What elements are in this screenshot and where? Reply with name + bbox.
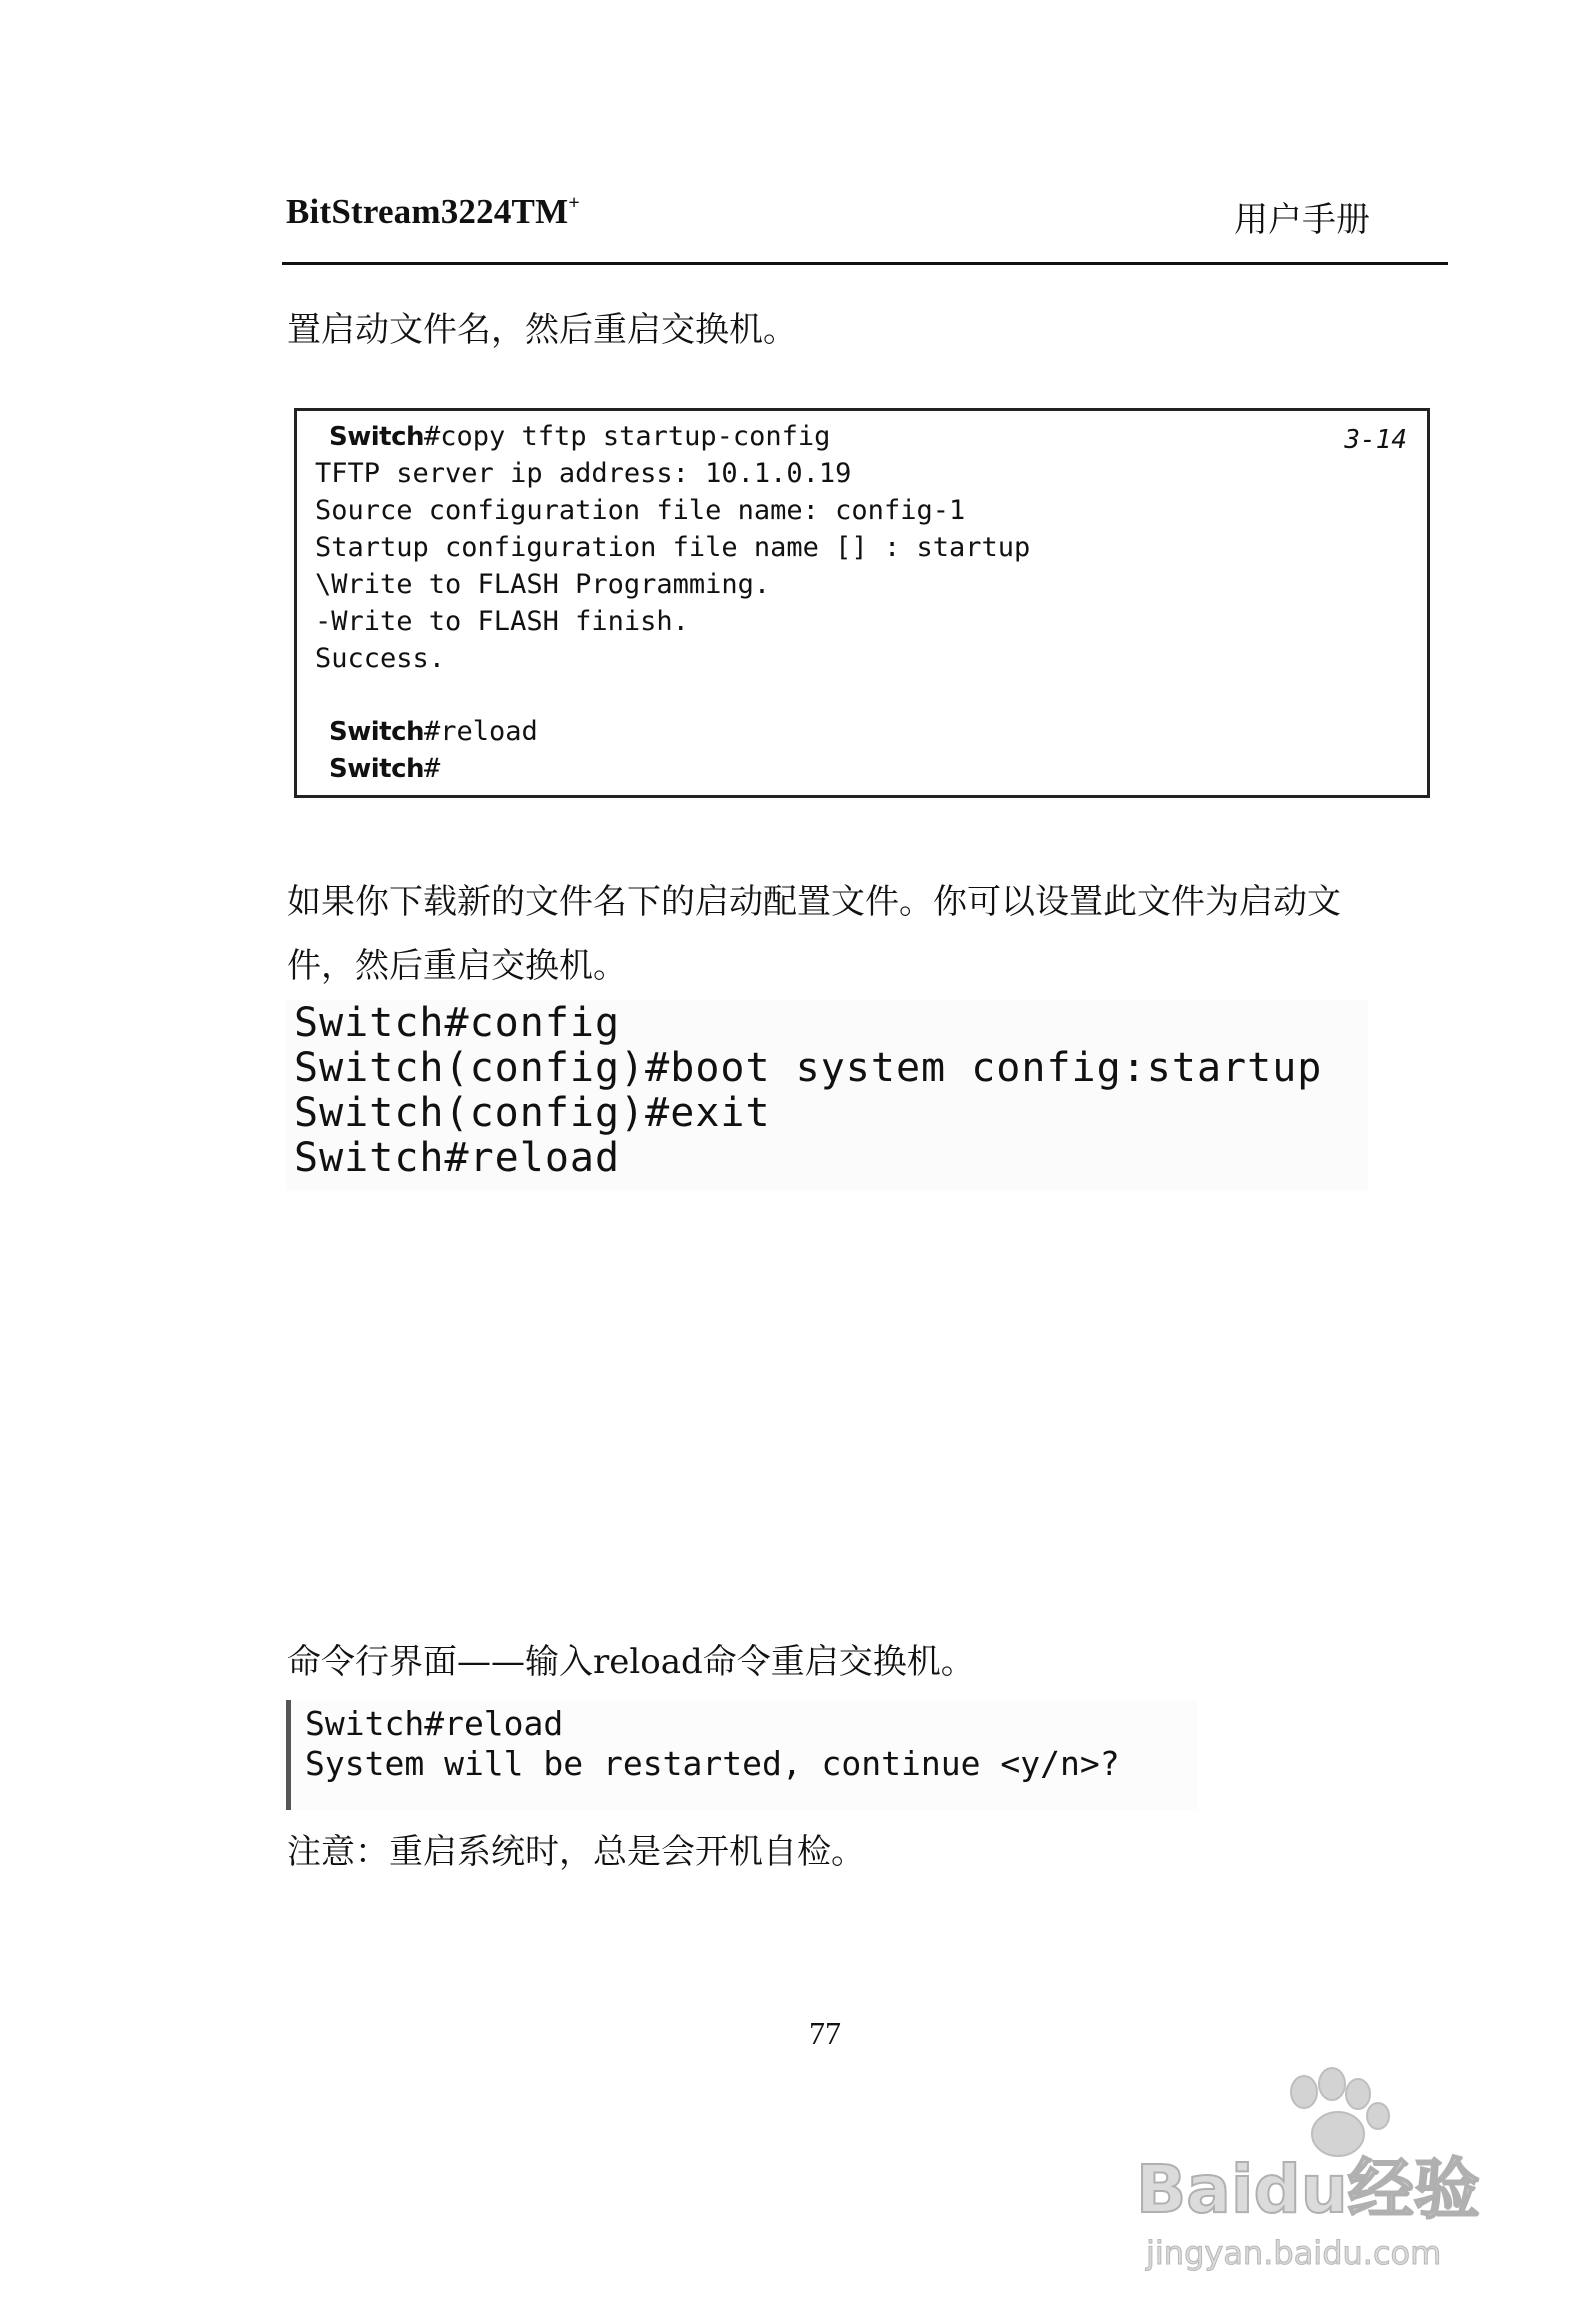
- title-superscript: +: [568, 192, 580, 214]
- code-line: System will be restarted, continue <y/n>?: [305, 1744, 1120, 1783]
- terminal-line: Startup configuration file name [] : startup: [315, 532, 1031, 563]
- prompt-label: Switch: [329, 717, 425, 747]
- prompt-label: Switch: [329, 422, 425, 452]
- terminal-screenshot: [294, 408, 1430, 798]
- code-line: Switch(config)#boot system config:startup: [294, 1045, 1323, 1091]
- page-reference: 3-14: [1344, 425, 1407, 455]
- boot-paragraph-line2: 件，然后重启交换机。: [287, 946, 627, 986]
- note-paragraph: 注意：重启系统时，总是会开机自检。: [287, 1832, 865, 1872]
- watermark-brand: Baidu经验: [1136, 2151, 1480, 2228]
- code-line: Switch(config)#exit: [294, 1090, 771, 1136]
- boot-paragraph-line1: 如果你下载新的文件名下的启动配置文件。你可以设置此文件为启动文: [287, 882, 1341, 922]
- cli-paragraph: 命令行界面——输入reload命令重启交换机。: [287, 1642, 975, 1682]
- terminal-line: Switch#copy tftp startup-config: [329, 421, 831, 452]
- baidu-jingyan-watermark: [1124, 2060, 1504, 2280]
- reload-code-block: [286, 1700, 1197, 1810]
- config-code-block: [286, 1000, 1368, 1190]
- paw-icon: [1291, 2068, 1389, 2156]
- prompt-label: Switch: [329, 754, 425, 784]
- terminal-line: \Write to FLASH Programming.: [315, 569, 771, 600]
- page-number: 77: [809, 2015, 841, 2051]
- terminal-line: Switch#: [329, 753, 441, 784]
- terminal-line: Switch#reload: [329, 716, 538, 747]
- intro-paragraph: 置启动文件名，然后重启交换机。: [287, 310, 797, 350]
- code-line: Switch#config: [294, 1000, 621, 1046]
- terminal-line: Success.: [315, 643, 446, 674]
- code-line: Switch#reload: [294, 1135, 621, 1181]
- page-header: [282, 186, 1448, 265]
- code-line: Switch#reload: [305, 1704, 564, 1743]
- document-title: BitStream3224TM+: [286, 192, 580, 231]
- terminal-line: TFTP server ip address: 10.1.0.19: [315, 458, 852, 489]
- terminal-line: -Write to FLASH finish.: [315, 606, 689, 637]
- terminal-line: Source configuration file name: config-1: [315, 495, 966, 526]
- watermark-url: jingyan.baidu.com: [1146, 2234, 1442, 2272]
- manual-label: 用户手册: [1234, 200, 1370, 240]
